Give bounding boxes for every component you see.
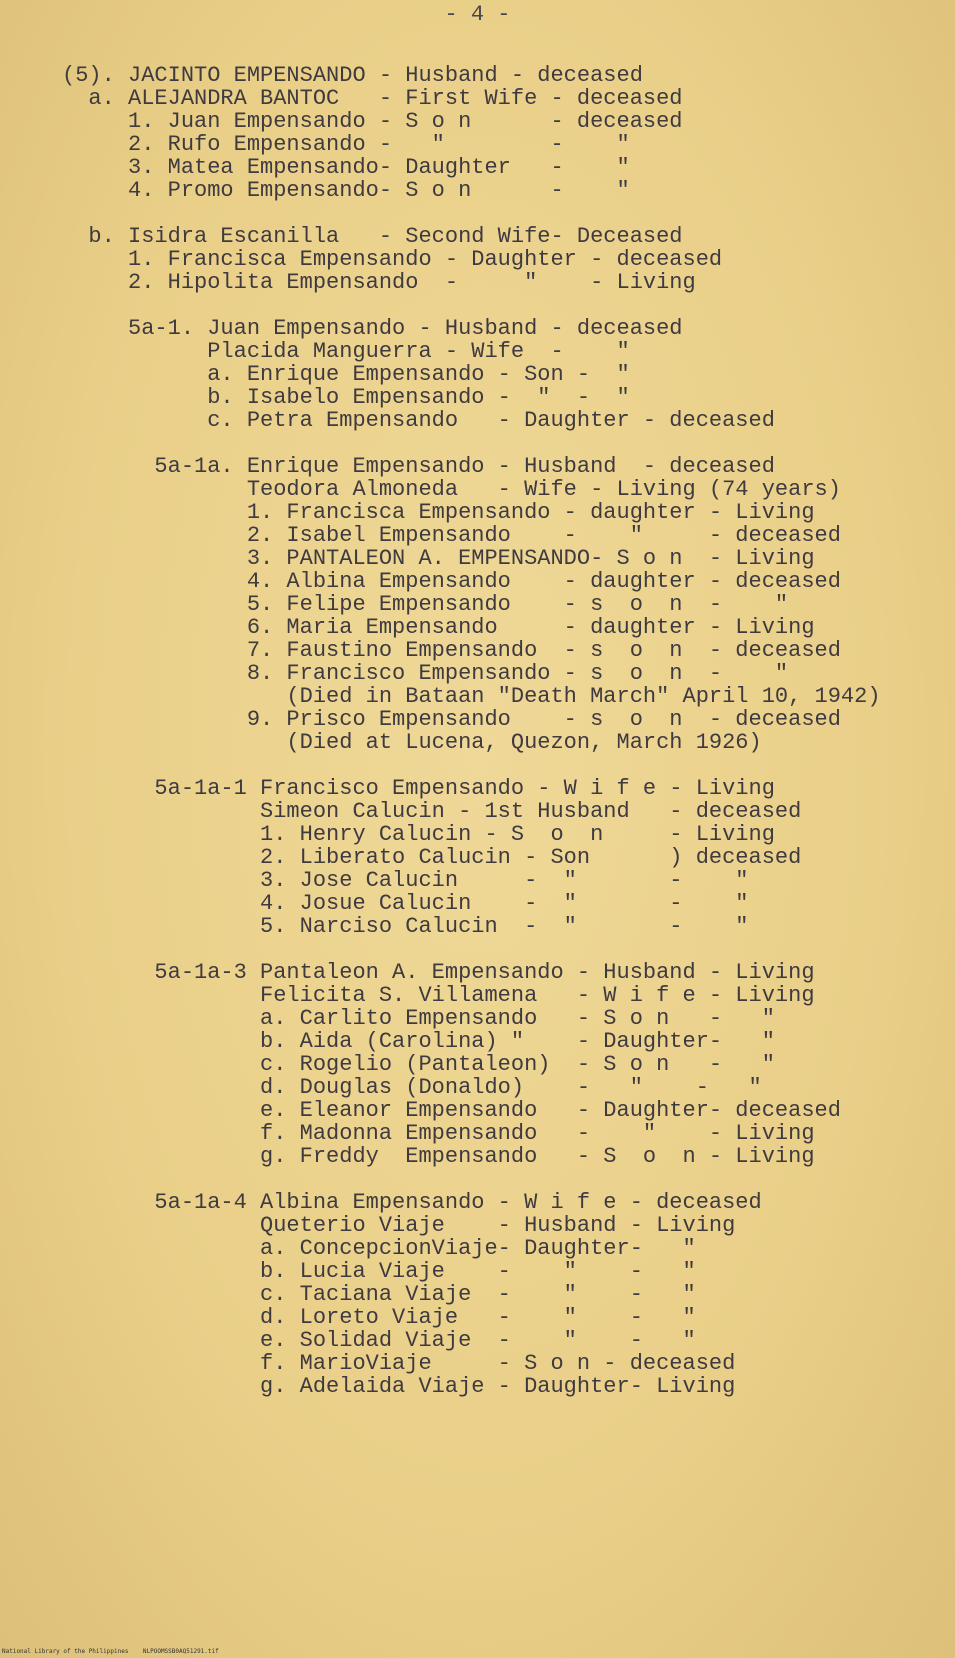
text-line: 1. Francisca Empensando - daughter - Living (62, 500, 815, 525)
blank-line (62, 432, 942, 455)
text-line: Placida Manguerra - Wife - " (62, 339, 630, 364)
text-line: (Died at Lucena, Quezon, March 1926) (62, 730, 762, 755)
text-line: b. Isidra Escanilla - Second Wife- Deceased (62, 224, 683, 249)
text-line: f. MarioViaje - S o n - deceased (62, 1351, 736, 1376)
text-line: 1. Juan Empensando - S o n - deceased (62, 109, 683, 134)
text-line: 5a-1a. Enrique Empensando - Husband - deceased (62, 454, 775, 479)
blank-line (62, 1168, 942, 1191)
text-line: b. Aida (Carolina) " - Daughter- " (62, 1029, 775, 1054)
text-line: e. Eleanor Empensando - Daughter- deceased (62, 1098, 841, 1123)
text-line: Teodora Almoneda - Wife - Living (74 years) (62, 477, 841, 502)
text-line: 5a-1a-1 Francisco Empensando - W i f e - Living (62, 776, 775, 801)
text-line: a. ALEJANDRA BANTOC - First Wife - deceased (62, 86, 683, 111)
text-line: 4. Josue Calucin - " - " (62, 891, 749, 916)
text-line: b. Isabelo Empensando - " - " (62, 385, 630, 410)
text-line: 3. Jose Calucin - " - " (62, 868, 749, 893)
text-line: 7. Faustino Empensando - s o n - deceased (62, 638, 841, 663)
text-line: 4. Promo Empensando- S o n - " (62, 178, 630, 203)
text-line: 5. Felipe Empensando - s o n - " (62, 592, 789, 617)
text-line: 3. Matea Empensando- Daughter - " (62, 155, 630, 180)
text-line: 5a-1. Juan Empensando - Husband - deceased (62, 316, 683, 341)
text-line: 4. Albina Empensando - daughter - deceased (62, 569, 841, 594)
text-line: Felicita S. Villamena - W i f e - Living (62, 983, 815, 1008)
text-line: a. ConcepcionViaje- Daughter- " (62, 1236, 696, 1261)
text-line: (Died in Bataan "Death March" April 10, 1942) (62, 684, 881, 709)
text-line: 6. Maria Empensando - daughter - Living (62, 615, 815, 640)
text-line: Queterio Viaje - Husband - Living (62, 1213, 736, 1238)
text-line: 9. Prisco Empensando - s o n - deceased (62, 707, 841, 732)
text-line: 1. Francisca Empensando - Daughter - deceased (62, 247, 723, 272)
text-line: c. Taciana Viaje - " - " (62, 1282, 696, 1307)
text-line: Simeon Calucin - 1st Husband - deceased (62, 799, 802, 824)
text-line: 2. Rufo Empensando - " - " (62, 132, 630, 157)
blank-line (62, 938, 942, 961)
text-line: c. Rogelio (Pantaleon) - S o n - " (62, 1052, 775, 1077)
text-line: c. Petra Empensando - Daughter - deceased (62, 408, 775, 433)
blank-line (62, 202, 942, 225)
blank-line (62, 754, 942, 777)
text-line: 2. Hipolita Empensando - " - Living (62, 270, 696, 295)
text-line: 2. Isabel Empensando - " - deceased (62, 523, 841, 548)
text-line: (5). JACINTO EMPENSANDO - Husband - deceased (62, 63, 643, 88)
genealogy-text (62, 64, 942, 1398)
text-line: b. Lucia Viaje - " - " (62, 1259, 696, 1284)
text-line: a. Enrique Empensando - Son - " (62, 362, 630, 387)
text-line: 5. Narciso Calucin - " - " (62, 914, 749, 939)
scan-footer: National Library of the Philippines NLPOOMSSB0AQ51291.tif (2, 1648, 219, 1655)
text-line: e. Solidad Viaje - " - " (62, 1328, 696, 1353)
page-number: - 4 - (444, 2, 511, 27)
text-line: 8. Francisco Empensando - s o n - " (62, 661, 789, 686)
text-line: g. Adelaida Viaje - Daughter- Living (62, 1374, 736, 1399)
text-line: 2. Liberato Calucin - Son ) deceased (62, 845, 802, 870)
text-line: d. Douglas (Donaldo) - " - " (62, 1075, 762, 1100)
text-line: d. Loreto Viaje - " - " (62, 1305, 696, 1330)
text-line: a. Carlito Empensando - S o n - " (62, 1006, 775, 1031)
text-line: 1. Henry Calucin - S o n - Living (62, 822, 775, 847)
text-line: 5a-1a-4 Albina Empensando - W i f e - deceased (62, 1190, 762, 1215)
text-line: g. Freddy Empensando - S o n - Living (62, 1144, 815, 1169)
text-line: 5a-1a-3 Pantaleon A. Empensando - Husband - Living (62, 960, 815, 985)
text-line: 3. PANTALEON A. EMPENSANDO- S o n - Living (62, 546, 815, 571)
blank-line (62, 294, 942, 317)
text-line: f. Madonna Empensando - " - Living (62, 1121, 815, 1146)
